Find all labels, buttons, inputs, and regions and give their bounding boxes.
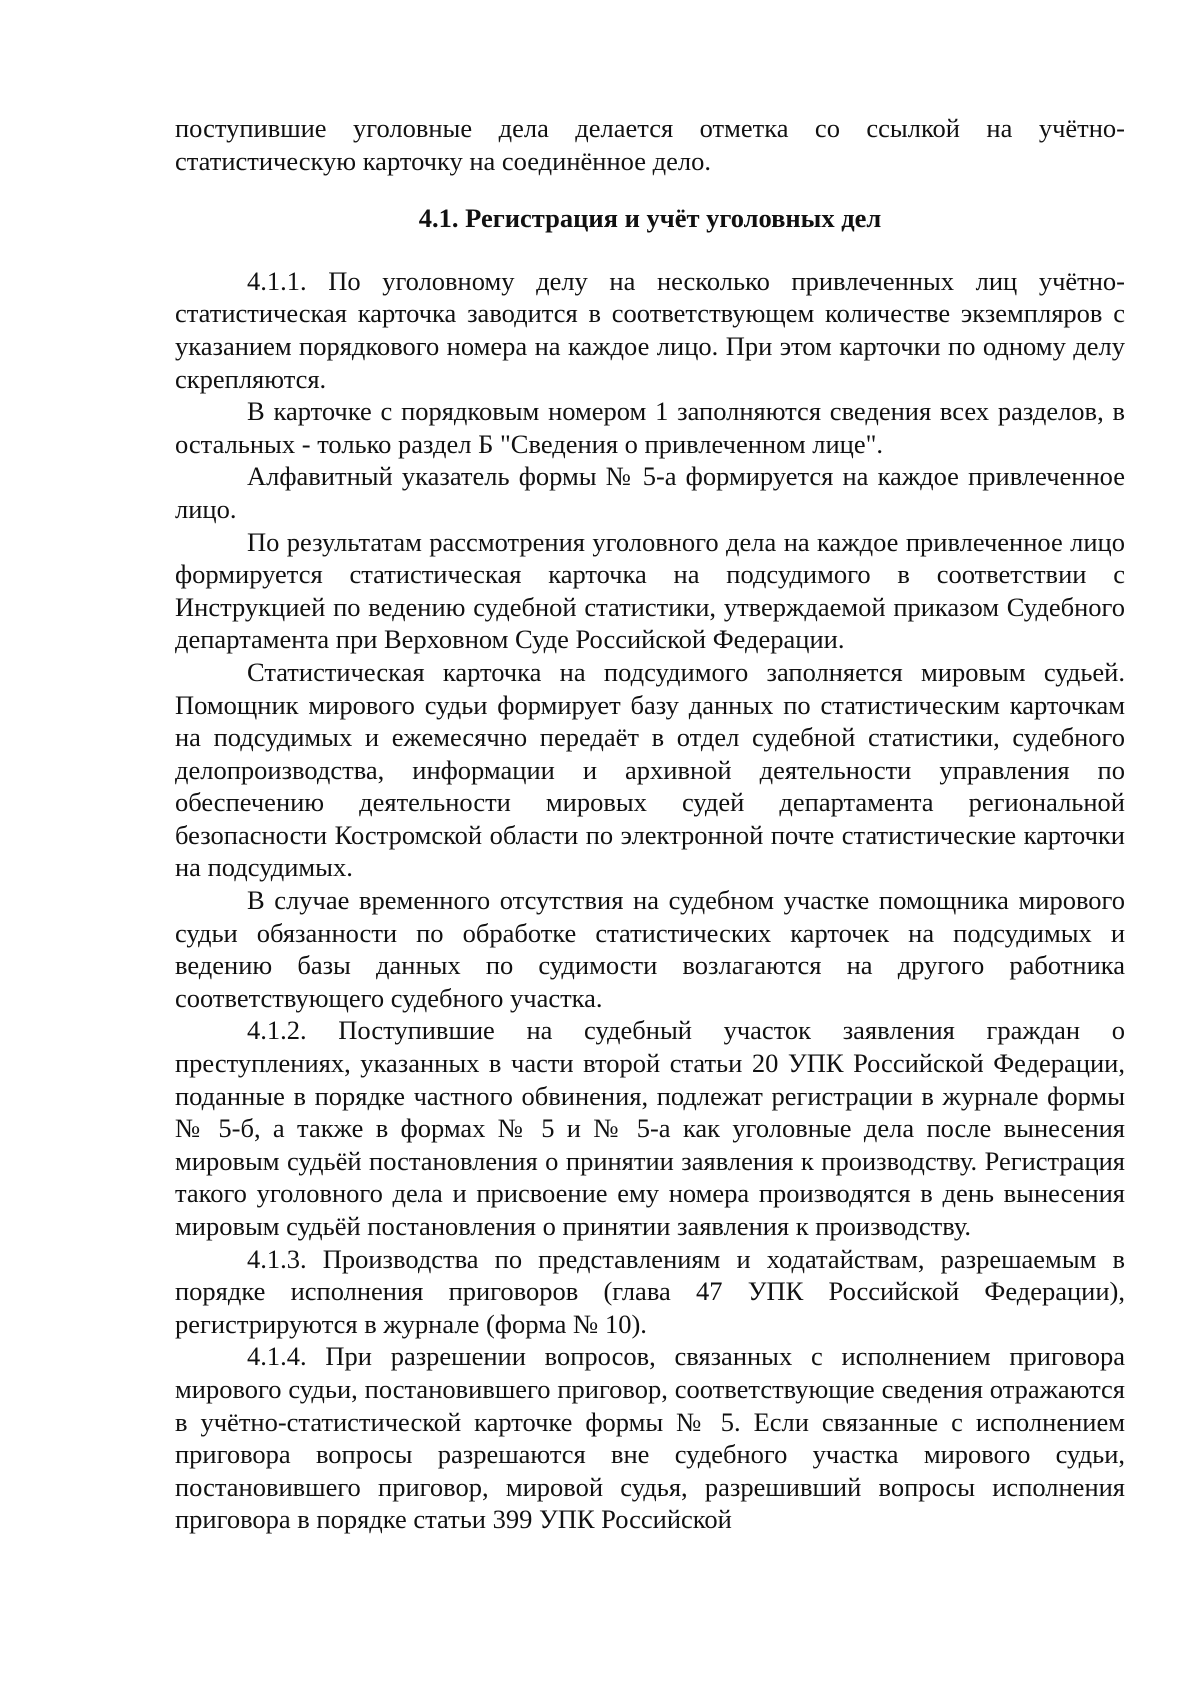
paragraph-alphabet-index: Алфавитный указатель формы № 5-а формируется на каждое привлеченное лицо. xyxy=(175,461,1125,524)
paragraph-absence: В случае временного отсутствия на судебном участке помощника мирового судьи обязанности по обработке статистических карточек на подсудимых и ведению базы данных по судимости возлагаются на другого работника соответствующего судебного участка. xyxy=(175,885,1125,1013)
paragraph-card-sections: В карточке с порядковым номером 1 заполняются сведения всех разделов, в остальных - только раздел Б "Сведения о привлеченном лице". xyxy=(175,396,1125,459)
intro-paragraph: поступившие уголовные дела делается отметка со ссылкой на учётно-статистическую карточку на соединённое дело. xyxy=(175,113,1125,176)
document-page xyxy=(175,112,1125,1536)
paragraph-stat-card: По результатам рассмотрения уголовного дела на каждое привлеченное лицо формируется статистическая карточка на подсудимого в соответствии с Инструкцией по ведению судебной статистики, утверждаемой приказом Судебного департамента при Верховном Суде Российской Федерации. xyxy=(175,526,1125,655)
section-heading: 4.1. Регистрация и учёт уголовных дел xyxy=(418,203,882,234)
paragraph-4-1-4: 4.1.4. При разрешении вопросов, связанных с исполнением приговора мирового судьи, постановившего приговор, соответствующие сведения отражаются в учётно-статистической карточке формы № 5. Если связанные с исполнением приговора вопросы разрешаются вне судебного участка мирового судьи, постановившего приговор, мировой судья, разрешивший вопросы исполнения приговора в порядке статьи 399 УПК Российской xyxy=(175,1341,1125,1535)
paragraph-4-1-3: 4.1.3. Производства по представлениям и ходатайствам, разрешаемым в порядке исполнения приговоров (глава 47 УПК Российской Федерации), регистрируются в журнале (форма № 10). xyxy=(175,1243,1125,1339)
paragraph-4-1-1: 4.1.1. По уголовному делу на несколько привлеченных лиц учётно-статистическая карточка заводится в соответствующем количестве экземпляров с указанием порядкового номера на каждое лицо. При этом карточки по одному делу скрепляются. xyxy=(175,265,1125,394)
paragraph-4-1-2: 4.1.2. Поступившие на судебный участок заявления граждан о преступлениях, указанных в части второй статьи 20 УПК Российской Федерации, поданные в порядке частного обвинения, подлежат регистрации в журнале формы № 5-б, а также в формах № 5 и № 5-а как уголовные дела после вынесения мировым судьёй постановления о принятии заявления к производству. Регистрация такого уголовного дела и присвоение ему номера производятся в день вынесения мировым судьёй постановления о принятии заявления к производству. xyxy=(175,1015,1125,1241)
paragraph-stat-card-fill: Статистическая карточка на подсудимого заполняется мировым судьей. Помощник мирового судьи формирует базу данных по статистическим карточкам на подсудимых и ежемесячно передаёт в отдел судебной статистики, судебного делопроизводства, информации и архивной деятельности управления по обеспечению деятельности мировых судей департамента региональной безопасности Костромской области по электронной почте статистические карточки на подсудимых. xyxy=(175,656,1125,883)
